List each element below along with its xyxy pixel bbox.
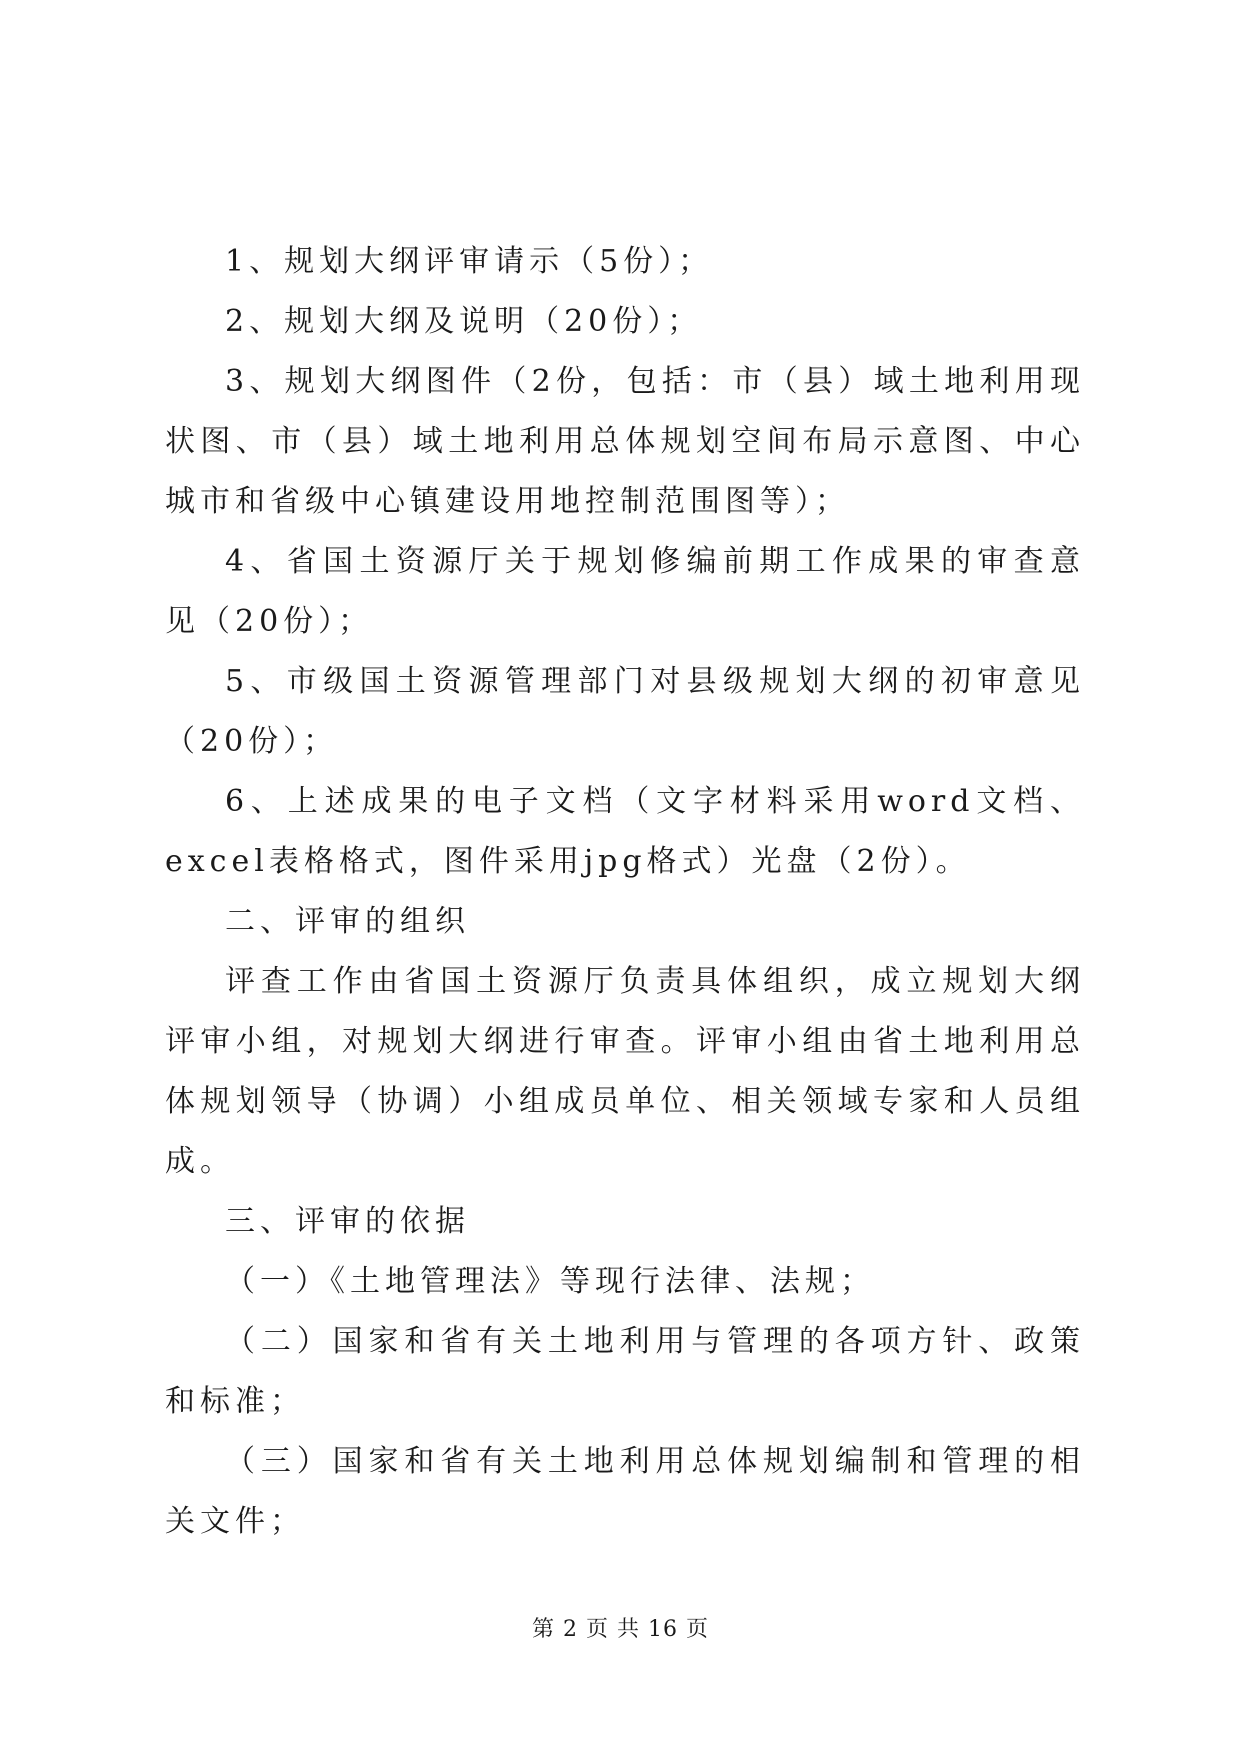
paragraph-item-6: 6、上述成果的电子文档（文字材料采用word文档、excel表格格式，图件采用jpg格式）光盘（2份）。 <box>165 784 1085 879</box>
basis-item-3: （三）国家和省有关土地利用总体规划编制和管理的相关文件； <box>165 1444 1085 1539</box>
basis-item-1: （一）《土地管理法》等现行法律、法规； <box>225 1264 875 1299</box>
document-body <box>165 232 1085 1552</box>
page-number-footer: 第 2 页 共 16 页 <box>532 1617 709 1642</box>
paragraph-item-5: 5、市级国土资源管理部门对县级规划大纲的初审意见（20份）； <box>165 664 1085 759</box>
paragraph-item-1: 1、规划大纲评审请示（5份）； <box>225 244 714 279</box>
paragraph-item-4: 4、省国土资源厅关于规划修编前期工作成果的审查意见（20份）； <box>165 544 1085 639</box>
section-heading-organization: 二、评审的组织 <box>225 904 470 939</box>
section-heading-basis: 三、评审的依据 <box>225 1204 470 1239</box>
paragraph-organization: 评查工作由省国土资源厅负责具体组织，成立规划大纲评审小组，对规划大纲进行审查。评审小组由省土地利用总体规划领导（协调）小组成员单位、相关领域专家和人员组成。 <box>165 964 1085 1179</box>
basis-item-2: （二）国家和省有关土地利用与管理的各项方针、政策和标准； <box>165 1324 1085 1419</box>
paragraph-item-2: 2、规划大纲及说明（20份）； <box>225 304 703 339</box>
paragraph-item-3: 3、规划大纲图件（2份，包括：市（县）域土地利用现状图、市（县）域土地利用总体规划空间布局示意图、中心城市和省级中心镇建设用地控制范围图等）； <box>165 364 1085 519</box>
